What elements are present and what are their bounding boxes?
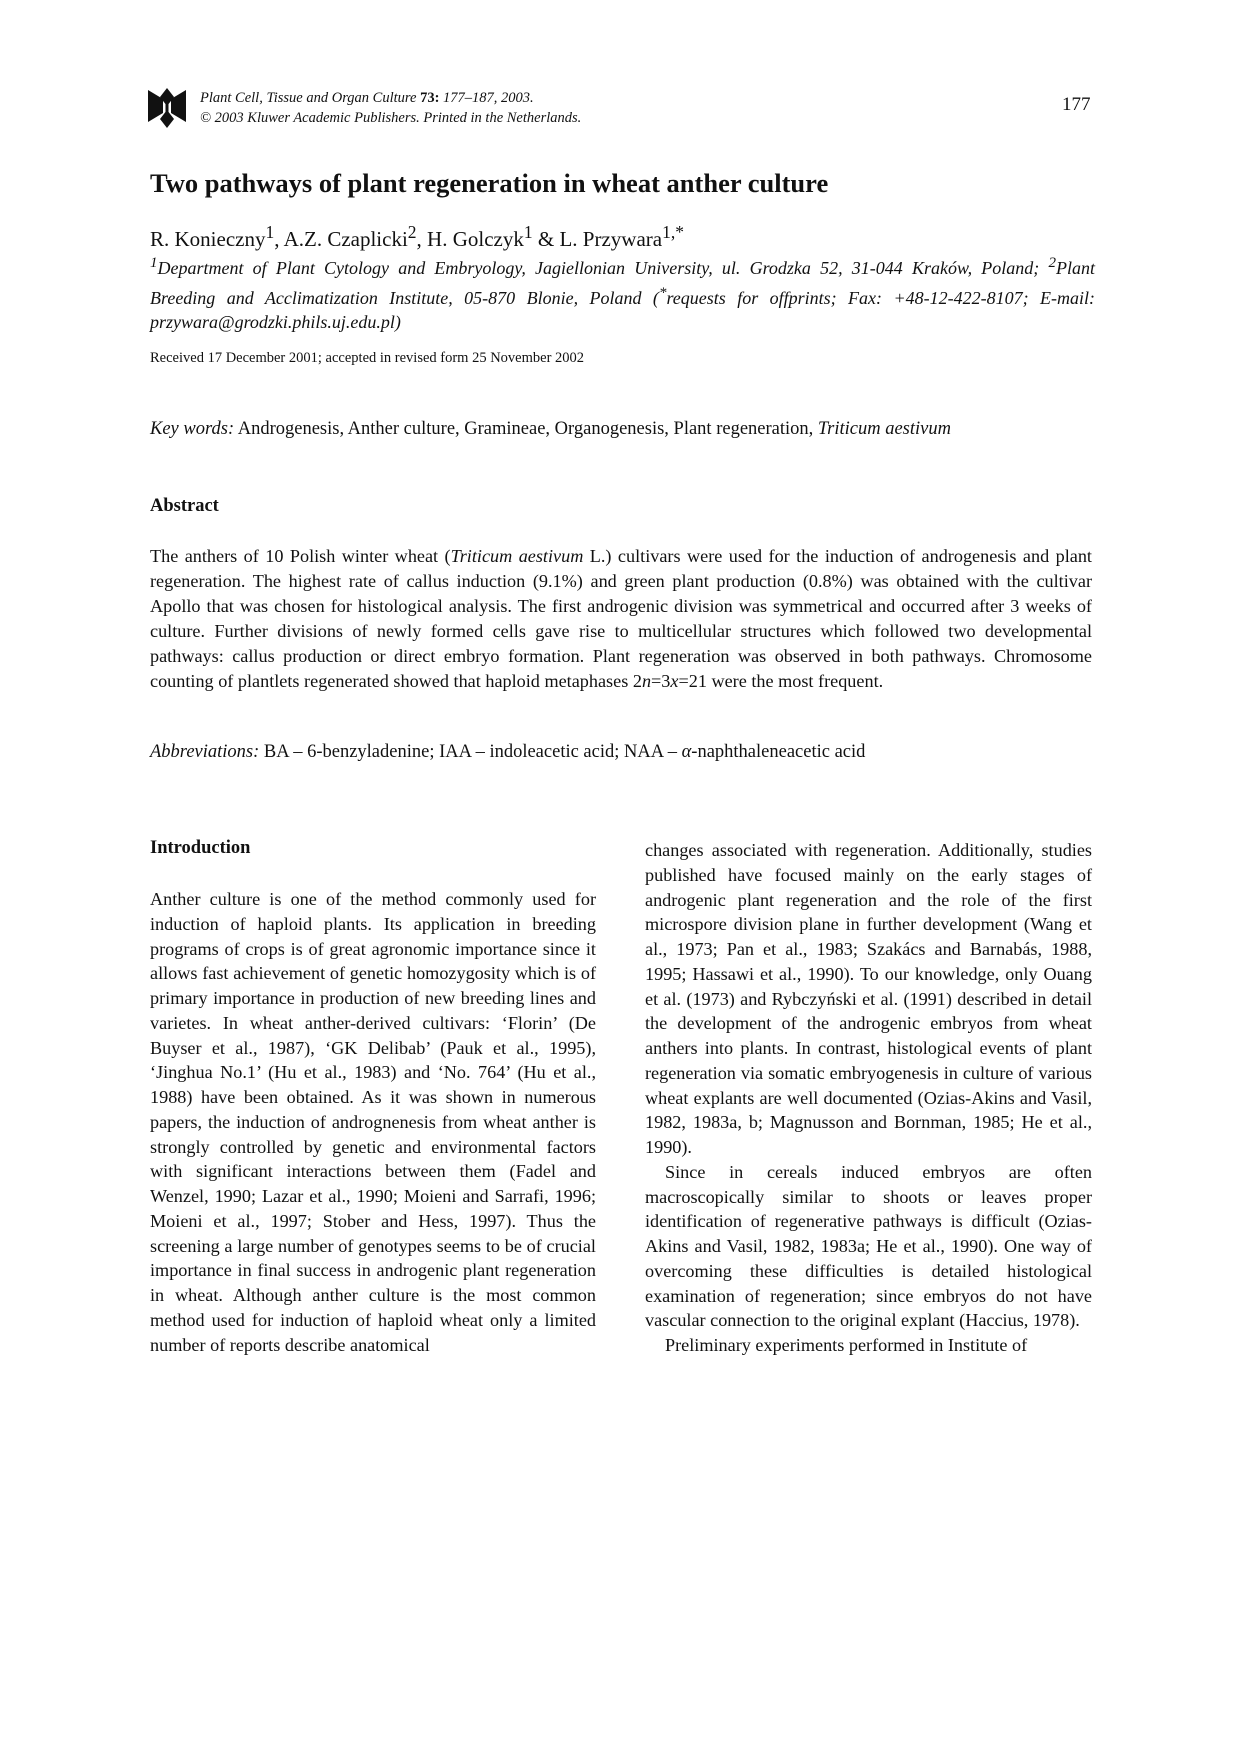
article-title: Two pathways of plant regeneration in wheat anther culture bbox=[150, 168, 829, 198]
abstract-heading: Abstract bbox=[150, 496, 219, 516]
keywords-label: Key words: bbox=[150, 419, 235, 439]
keywords: Key words: Androgenesis, Anther culture, Gramineae, Organogenesis, Plant regeneration, Triticum aestivum bbox=[150, 419, 951, 439]
paragraph: Preliminary experiments performed in Institute of bbox=[665, 1335, 1028, 1355]
author-affiliation-mark: 1 bbox=[265, 222, 275, 242]
abbreviations: Abbreviations: BA – 6-benzyladenine; IAA – indoleacetic acid; NAA – α-naphthaleneacetic acid bbox=[150, 742, 866, 762]
journal-line-1: Plant Cell, Tissue and Organ Culture 73: 177–187, 2003. bbox=[200, 90, 534, 106]
received-dates: Received 17 December 2001; accepted in revised form 25 November 2002 bbox=[150, 350, 585, 366]
author-name: A.Z. Czaplicki bbox=[283, 227, 408, 251]
author-name: H. Golczyk bbox=[427, 227, 524, 251]
journal-citation bbox=[200, 88, 581, 128]
author-affiliations: $^1$Department of Plant Cytology and Embryology, Jagiellonian University, ul. Grodzka 52, 31-044 Kraków, Poland; $^2$Plant Breeding and Acclimatization Institute, 05-870 Blonie, Poland (*requests for offprints; Fax: +48-12-422-8107; E-mail: przywara@grodzki.phils.uj.edu.pl) bbox=[150, 255, 1095, 332]
paragraph: changes associated with regeneration. Additionally, studies published have focused mainly on the early stages of androgenic plant regeneration and the role of the first microspore division plane in further development (Wang et al., 1973; Pan et al., 1983; Szakács and Barnabás, 1988, 1995; Hassawi et al., 1990). To our knowledge, only Ouang et al. (1973) and Rybczyński et al. (1991) described in detail the development of the androgenic embryos from wheat anthers into plants. In contrast, histological events of plant regeneration via somatic embryogenesis in culture of various wheat explants are well documented (Ozias-Akins and Vasil, 1982, 1983a, b; Magnusson and Bornman, 1985; He et al., 1990). bbox=[645, 840, 1092, 1157]
abbreviations-label: Abbreviations: bbox=[150, 742, 260, 762]
introduction-heading: Introduction bbox=[150, 838, 251, 858]
author-affiliation-mark: 1,* bbox=[662, 222, 684, 242]
author-name: L. Przywara bbox=[559, 227, 663, 251]
introduction-right-column bbox=[645, 838, 1092, 1358]
author-name: R. Konieczny bbox=[150, 227, 266, 251]
abstract-text: The anthers of 10 Polish winter wheat (Triticum aestivum L.) cultivars were used for the induction of androgenesis and plant regeneration. The highest rate of callus induction (9.1%) and green plant production (0.8%) was obtained with the cultivar Apollo that was chosen for histological analysis. The first androgenic division was symmetrical and occurred after 3 weeks of culture. Further divisions of newly formed cells gave rise to multicellular structures which followed two developmental pathways: callus production or direct embryo formation. Plant regeneration was observed in both pathways. Chromosome counting of plantlets regenerated showed that haploid metaphases 2n=3x=21 were the most frequent. bbox=[150, 546, 1092, 691]
paragraph: Since in cereals induced embryos are often macroscopically similar to shoots or leaves proper identification of regenerative pathways is difficult (Ozias-Akins and Vasil, 1982, 1983a; He et al., 1990). One way of overcoming these difficulties is detailed histological examination of regeneration; since embryos do not have vascular connection to the original explant (Haccius, 1978). bbox=[645, 1161, 1092, 1331]
author-list: R. Konieczny$^1$, A.Z. Czaplicki$^2$, H. Golczyk$^1$ & L. Przywara$^{1,*}$ bbox=[150, 222, 684, 251]
publisher-logo-icon bbox=[148, 88, 186, 128]
journal-line-2: © 2003 Kluwer Academic Publishers. Printed in the Netherlands. bbox=[200, 110, 582, 126]
author-affiliation-mark: 2 bbox=[407, 222, 417, 242]
author-affiliation-mark: 1 bbox=[523, 222, 533, 242]
introduction-left-column: Anther culture is one of the method commonly used for induction of haploid plants. Its application in breeding programs of crops is of great agronomic importance since it allows fast achievement of genetic homozygosity which is of primary importance in production of new breeding lines and varietes. In wheat anther-derived cultivars: ‘Florin’ (De Buyser et al., 1987), ‘GK Delibab’ (Pauk et al., 1995), ‘Jinghua No.1’ (Hu et al., 1983) and ‘No. 764’ (Hu et al., 1988) have been obtained. As it was shown in numerous papers, the induction of andrognenesis from wheat anther is strongly controlled by genetic and environmental factors with significant interactions between them (Fadel and Wenzel, 1990; Lazar et al., 1990; Moieni and Sarrafi, 1996; Moieni et al., 1997; Stober and Hess, 1997). Thus the screening a large number of genotypes seems to be of crucial importance in final success in androgenic plant regeneration in wheat. Although anther culture is the most common method used for induction of haploid wheat only a limited number of reports describe anatomical bbox=[150, 889, 596, 1355]
page-number: 177 bbox=[1062, 94, 1091, 115]
